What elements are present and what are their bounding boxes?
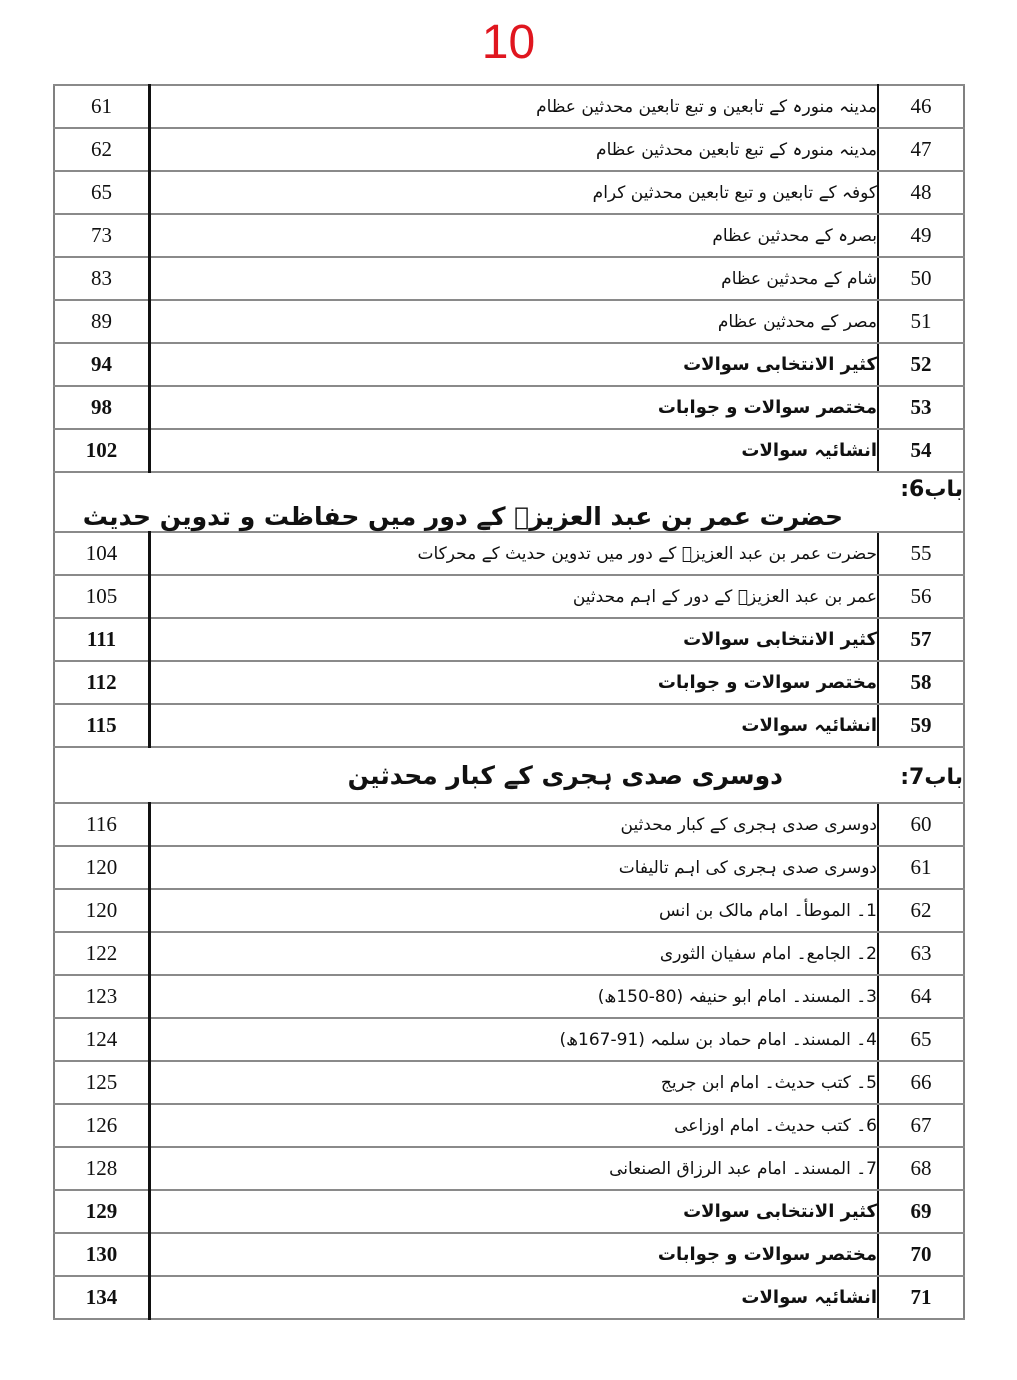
- entry-page-number: 104: [54, 532, 150, 575]
- toc-entry-row: [54, 1233, 964, 1276]
- toc-entry-row: [54, 343, 964, 386]
- entry-page-number: 98: [54, 386, 150, 429]
- entry-page-number: 112: [54, 661, 150, 704]
- chapter-title: دوسری صدی ہجری کے کبار محدثین: [347, 760, 783, 790]
- toc-entry-row: [54, 975, 964, 1018]
- toc-entry-row: [54, 575, 964, 618]
- entry-serial-number: 65: [878, 1018, 964, 1061]
- entry-serial-number: 56: [878, 575, 964, 618]
- entry-page-number: 65: [54, 171, 150, 214]
- entry-serial-number: 58: [878, 661, 964, 704]
- toc-entry-row: [54, 429, 964, 472]
- entry-title: مصر کے محدثین عظام: [150, 300, 879, 343]
- entry-page-number: 134: [54, 1276, 150, 1319]
- entry-serial-number: 63: [878, 932, 964, 975]
- toc-entry-row: [54, 661, 964, 704]
- entry-serial-number: 57: [878, 618, 964, 661]
- entry-page-number: 62: [54, 128, 150, 171]
- toc-entry-row: [54, 300, 964, 343]
- entry-serial-number: 54: [878, 429, 964, 472]
- entry-title: دوسری صدی ہجری کے کبار محدثین: [150, 803, 879, 846]
- entry-title: مدینہ منورہ کے تابعین و تبع تابعین محدثین عظام: [150, 85, 879, 128]
- toc-entry-row: [54, 1018, 964, 1061]
- entry-title: مختصر سوالات و جوابات: [150, 661, 879, 704]
- entry-page-number: 124: [54, 1018, 150, 1061]
- entry-serial-number: 50: [878, 257, 964, 300]
- entry-title: مدینہ منورہ کے تبع تابعین محدثین عظام: [150, 128, 879, 171]
- entry-title: دوسری صدی ہجری کی اہم تالیفات: [150, 846, 879, 889]
- entry-title: کوفہ کے تابعین و تبع تابعین محدثین کرام: [150, 171, 879, 214]
- toc-entry-row: [54, 128, 964, 171]
- table-of-contents: [53, 84, 965, 1320]
- entry-serial-number: 64: [878, 975, 964, 1018]
- entry-serial-number: 48: [878, 171, 964, 214]
- entry-serial-number: 53: [878, 386, 964, 429]
- entry-serial-number: 59: [878, 704, 964, 747]
- toc-entry-row: [54, 386, 964, 429]
- entry-serial-number: 47: [878, 128, 964, 171]
- entry-title: انشائیہ سوالات: [150, 1276, 879, 1319]
- entry-title: انشائیہ سوالات: [150, 704, 879, 747]
- toc-entry-row: [54, 1061, 964, 1104]
- entry-page-number: 105: [54, 575, 150, 618]
- entry-title: بصرہ کے محدثین عظام: [150, 214, 879, 257]
- entry-page-number: 61: [54, 85, 150, 128]
- entry-serial-number: 68: [878, 1147, 964, 1190]
- entry-page-number: 126: [54, 1104, 150, 1147]
- entry-page-number: 111: [54, 618, 150, 661]
- toc-entry-row: [54, 1190, 964, 1233]
- entry-title: 6۔ کتب حدیث۔ امام اوزاعی: [150, 1104, 879, 1147]
- chapter-heading: [54, 472, 964, 532]
- entry-page-number: 128: [54, 1147, 150, 1190]
- toc-entry-row: [54, 704, 964, 747]
- toc-entry-row: [54, 1276, 964, 1319]
- toc-entry-row: [54, 171, 964, 214]
- toc-entry-row: [54, 889, 964, 932]
- entry-serial-number: 67: [878, 1104, 964, 1147]
- entry-serial-number: 51: [878, 300, 964, 343]
- entry-title: 7۔ المسند۔ امام عبد الرزاق الصنعانی: [150, 1147, 879, 1190]
- entry-title: کثیر الانتخابی سوالات: [150, 1190, 879, 1233]
- chapter-title: حضرت عمر بن عبد العزیزؒ کے دور میں حفاظت و تدوین حدیث: [82, 502, 843, 531]
- entry-page-number: 115: [54, 704, 150, 747]
- entry-page-number: 122: [54, 932, 150, 975]
- entry-page-number: 116: [54, 803, 150, 846]
- entry-serial-number: 62: [878, 889, 964, 932]
- toc-entry-row: [54, 618, 964, 661]
- chapter-label: باب6:: [900, 477, 963, 502]
- toc-entry-row: [54, 1104, 964, 1147]
- entry-serial-number: 70: [878, 1233, 964, 1276]
- toc-entry-row: [54, 85, 964, 128]
- entry-serial-number: 49: [878, 214, 964, 257]
- entry-title: 3۔ المسند۔ امام ابو حنیفہ (80-150ھ): [150, 975, 879, 1018]
- toc-entry-row: [54, 214, 964, 257]
- chapter-heading: [54, 747, 964, 803]
- entry-page-number: 123: [54, 975, 150, 1018]
- chapter-row: [54, 747, 964, 803]
- entry-serial-number: 61: [878, 846, 964, 889]
- toc-entry-row: [54, 257, 964, 300]
- entry-page-number: 125: [54, 1061, 150, 1104]
- entry-page-number: 102: [54, 429, 150, 472]
- entry-serial-number: 69: [878, 1190, 964, 1233]
- entry-title: 2۔ الجامع۔ امام سفیان الثوری: [150, 932, 879, 975]
- entry-page-number: 120: [54, 889, 150, 932]
- entry-page-number: 129: [54, 1190, 150, 1233]
- chapter-label: باب7:: [900, 764, 963, 790]
- entry-page-number: 89: [54, 300, 150, 343]
- entry-page-number: 83: [54, 257, 150, 300]
- chapter-row: [54, 472, 964, 532]
- entry-title: مختصر سوالات و جوابات: [150, 386, 879, 429]
- entry-title: 5۔ کتب حدیث۔ امام ابن جریج: [150, 1061, 879, 1104]
- toc-entry-row: [54, 846, 964, 889]
- entry-serial-number: 52: [878, 343, 964, 386]
- entry-title: 1۔ الموطأ۔ امام مالک بن انس: [150, 889, 879, 932]
- entry-title: عمر بن عبد العزیزؒ کے دور کے اہم محدثین: [150, 575, 879, 618]
- entry-title: شام کے محدثین عظام: [150, 257, 879, 300]
- entry-title: کثیر الانتخابی سوالات: [150, 343, 879, 386]
- toc-entry-row: [54, 803, 964, 846]
- page-number: 10: [481, 16, 536, 69]
- entry-serial-number: 71: [878, 1276, 964, 1319]
- toc-entry-row: [54, 932, 964, 975]
- entry-serial-number: 46: [878, 85, 964, 128]
- entry-title: انشائیہ سوالات: [150, 429, 879, 472]
- entry-page-number: 120: [54, 846, 150, 889]
- entry-serial-number: 66: [878, 1061, 964, 1104]
- entry-title: حضرت عمر بن عبد العزیزؒ کے دور میں تدوین حدیث کے محرکات: [150, 532, 879, 575]
- entry-title: 4۔ المسند۔ امام حماد بن سلمہ (91-167ھ): [150, 1018, 879, 1061]
- entry-page-number: 130: [54, 1233, 150, 1276]
- entry-title: کثیر الانتخابی سوالات: [150, 618, 879, 661]
- toc-entry-row: [54, 1147, 964, 1190]
- toc-entry-row: [54, 532, 964, 575]
- entry-serial-number: 60: [878, 803, 964, 846]
- entry-page-number: 94: [54, 343, 150, 386]
- entry-page-number: 73: [54, 214, 150, 257]
- entry-serial-number: 55: [878, 532, 964, 575]
- entry-title: مختصر سوالات و جوابات: [150, 1233, 879, 1276]
